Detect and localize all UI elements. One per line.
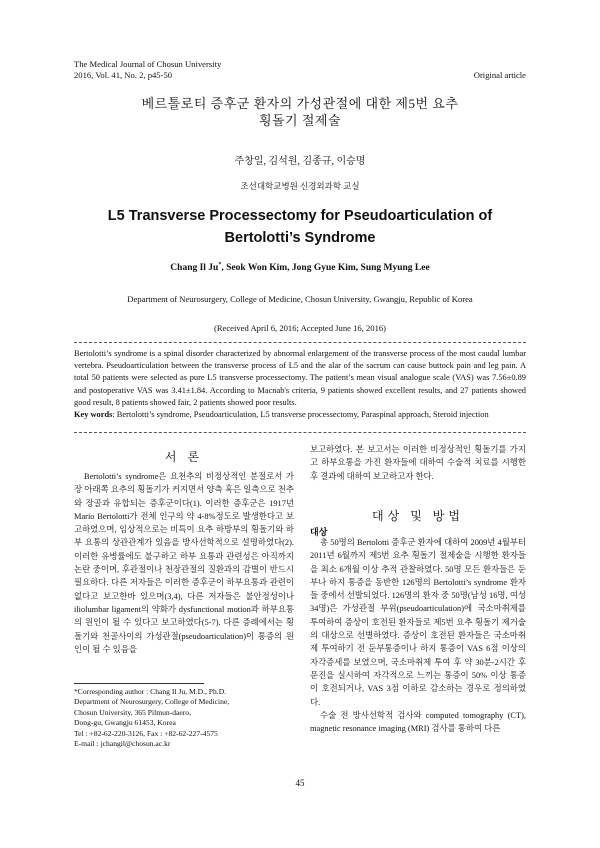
left-column <box>74 470 294 656</box>
footnote-line: Tel : +82-62-220-3126, Fax : +82-62-227-4575 <box>74 728 218 738</box>
abstract-divider-top <box>74 342 526 343</box>
section-heading-introduction: 서 론 <box>164 450 204 464</box>
methods-paragraph: 수술 전 방사선학적 검사와 computed tomography (CT), magnetic resonance imaging (MRI) 검사를 통하여 다른 <box>310 710 526 734</box>
korean-authors: 주창일, 김석원, 김종규, 이승명 <box>234 156 366 167</box>
footnote <box>74 687 294 749</box>
korean-title <box>0 95 600 129</box>
intro-continuation: 보고하였다. 본 보고서는 이러한 비정상적인 횡돌기를 가지고 하부요통을 가진 환자들에 대하여 수술적 치료를 시행한 후 결과에 대하여 보고하고자 한다. <box>310 445 526 481</box>
subheading-subjects: 대상 <box>310 527 328 537</box>
keywords-line <box>74 409 526 421</box>
author-rest: , Seok Won Kim, Jong Gyue Kim, Sung Myung Lee <box>221 263 430 274</box>
page-number: 45 <box>295 778 305 788</box>
korean-title-line2: 횡돌기 절제술 <box>258 113 342 128</box>
right-column <box>310 443 526 483</box>
english-title-line1: L5 Transverse Processectomy for Pseudoarticulation of <box>107 208 493 224</box>
article-type: Original article <box>473 69 526 80</box>
korean-title-line1: 베르톨로티 증후군 환자의 가성관절에 대한 제5번 요추 <box>141 96 459 111</box>
english-title <box>0 205 600 249</box>
keywords-label: Key words <box>74 410 113 420</box>
corresponding-mark: * <box>218 262 222 268</box>
english-department: Department of Neurosurgery, College of Medicine, Chosun University, Gwangju, Republic of Korea <box>127 294 473 304</box>
english-authors <box>0 262 600 273</box>
korean-department: 조선대학교병원 신경외과학 교실 <box>240 181 360 191</box>
methods-paragraph: 총 50명의 Bertolotti 증후군 환자에 대하여 2009년 4월부터 2011년 6월까지 제5번 요추 횡돌기 절제술을 시행한 환자들을 최소 6개월 이상 추적 관찰하였다. 50명 모든 환자들은 둔부나 하지 통증을 동반한 126명의 Bertolotti’s syndrome 환자들 중에서 선발되었다. 126명의 환자 중 50명(남성 16명, 여성 34명)은 가성관절 부위(pseudoarticulation)에 국소마취제를 투여하여 증상이 호전된 환자들로 제5번 요추 횡돌기 제거술의 대상으로 선별하였다. 증상이 호전된 환자들은 국소마취제 투여하기 전 둔부통증이나 하지 통증이 VAS 6점 이상의 자각증세를 보였으며, 국소마취제 투여 후 약 30분-2시간 후 문진을 실시하여 자각적으로 느끼는 통증이 50% 이상 통증이 호전되거나, VAS 3점 이하로 감소하는 경우로 정의하였다. <box>310 538 526 707</box>
section-heading-methods: 대상 및 방법 <box>372 509 464 523</box>
intro-paragraph: Bertolotti’s syndrome은 요천추의 비정상적인 분절로서 가장 아래쪽 요추의 횡돌기가 커지면서 양측 혹은 일측으로 천추와 장골과 유합되는 증후군이다(1). 이러한 증후군은 1917년 Mario Bertolotti가 전체 인구의 약 4-8%정도로 발생한다고 보고하였으며, 임상적으로는 비특이 요추 하방부의 횡돌기와 하부 요통의 상관관계가 있음을 방사선학적으로 설명하였다(2). 이러한 유병률에도 불구하고 하부 요통과 관련성은 아직까지 논란 중이며, 후관절이나 천장관절의 질환과의 감별이 반드시 필요하다. 다른 저자들은 이러한 증후군이 하부요통과 관련이 없다고 보고한바 있으며(3,4), 다른 저자들은 불안정성이나 iliolumbar ligament의 약화가 dysfunctional motion과 하부요통의 원인이 될 수 있다고 보고하였다(5-7). 다른 증례에서는 횡돌기와 천골사이의 가성관절(pseudoarticulation)이 통증의 원인이 될 수 있음을 <box>74 472 294 654</box>
methods-text <box>310 536 526 735</box>
english-title-line2: Bertolotti’s Syndrome <box>224 230 376 246</box>
journal-citation: 2016, Vol. 41, No. 2, p45-50 <box>74 69 173 80</box>
footnote-line: Chosun University, 365 Pilmun-daero, <box>74 707 191 717</box>
received-dates: (Received April 6, 2016; Accepted June 16, 2016) <box>213 323 387 333</box>
author-first: Chang Il Ju <box>170 263 219 274</box>
journal-header <box>74 59 221 80</box>
abstract-divider-bottom <box>74 432 526 433</box>
footnote-rule <box>74 683 204 684</box>
keywords-text: : Bertolotti’s syndrome, Pseudoarticulation, L5 transverse processectomy, Paraspinal approach, Steroid injection <box>112 410 489 420</box>
footnote-email: E-mail : jchangil@chosun.ac.kr <box>74 739 171 749</box>
abstract-body: Bertolotti’s syndrome is a spinal disorder characterized by abnormal enlargement of the transverse process of the most caudal lumbar vertebra. Pseudoarticulation between the transverse process of L5 and the alar of the sacrum can cause buttock pain and leg pain. A total 50 patients were selected as pure L5 transverse processectomy. The patient’s mean visual analogue scale (VAS) was 7.56±0.89 and postoperative VAS was 3.41±1.84. According to Macnab's criteria, 9 patients showed excellent results, and 27 patients showed good result, 8 patients showed fair, 2 patients showed poor results. <box>74 349 526 407</box>
footnote-line: Dong-gu, Gwangju 61453, Korea <box>74 718 176 728</box>
footnote-line: Department of Neurosurgery, College of Medicine, <box>74 697 230 707</box>
abstract <box>74 348 526 421</box>
footnote-line: *Corresponding author : Chang Il Ju, M.D., Ph.D. <box>74 687 227 696</box>
journal-name: The Medical Journal of Chosun University <box>74 59 222 69</box>
